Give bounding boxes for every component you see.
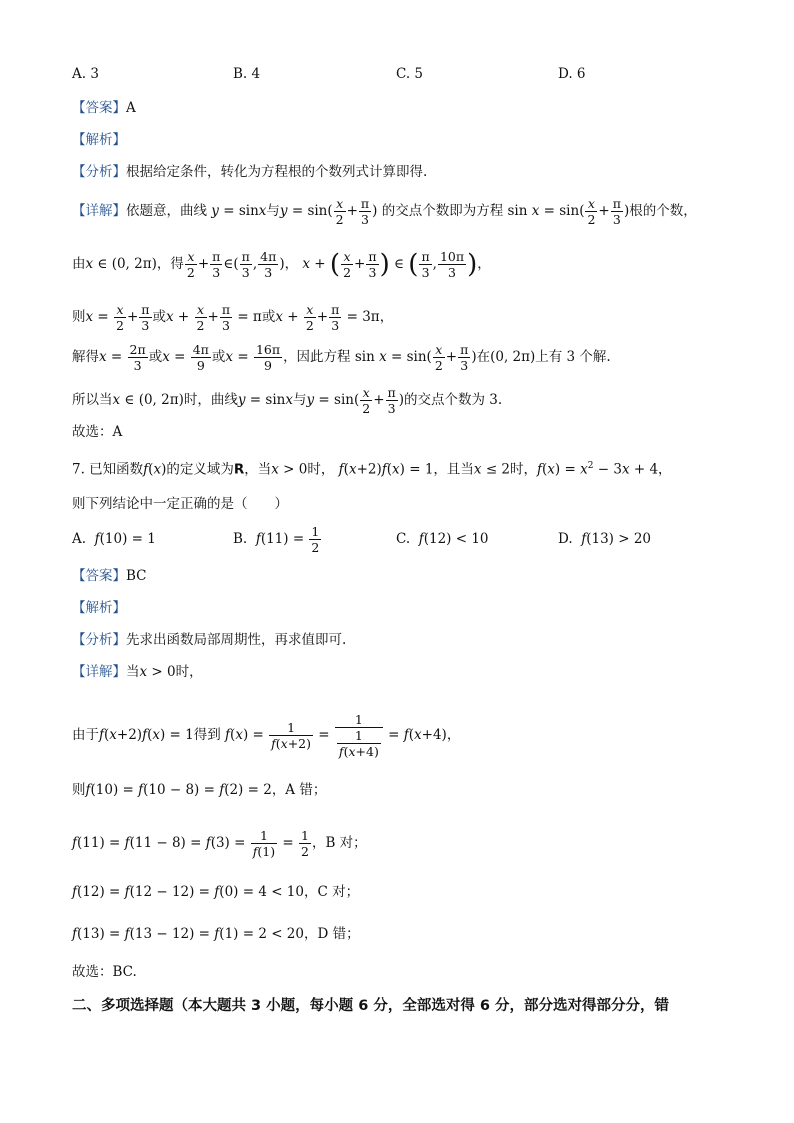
q7-analysis-tag: 【解析】 <box>72 600 126 616</box>
q7-detail-line-1: 由于f(x+2)f(x) = 1得到 f(x) = $\frac{1}{f(x+2)}$ = $\frac{1}{\frac{1}{f(x+4)}}$ = f(x+4)， <box>72 712 461 759</box>
answer-value: A <box>126 100 136 116</box>
q7-stem-2: 则下列结论中一定正确的是（ ） <box>72 496 288 512</box>
q6-detail-line-3: 则x = $\frac{x}{2}$ + $\frac{\pi}{3}$ 或x + $\frac{x}{2}$ + $\frac{\pi}{3}$ = π或x + $\frac{x}{2}$ + $\frac{\pi}{3}$ = 3π， <box>72 302 394 333</box>
q7-answer-line: 【答案】BC <box>72 568 147 584</box>
option-d: D. 6 <box>558 66 586 82</box>
q6-detail-line-4: 解得x = $\frac{2\pi}{3}$ 或x = $\frac{4\pi}{9}$ 或x = $\frac{16\pi}{9}$ ，因此方程 sin x = sin( $\frac{x}{2}$ + $\frac{\pi}{3}$ )在(0, 2π)上有 3 个解. <box>72 342 611 373</box>
q6-detail-line-2: 由x ∈ (0, 2π)，得 $\frac{x}{2}$ + $\frac{\pi}{3}$ ∈( $\frac{\pi}{3}$ , $\frac{4\pi}{3}$ )， x + ( $\frac{x}{2}$ + $\frac{\pi}{3}$ ) ∈ ( $\frac{\pi}{3}$ , $\frac{10\pi}{3}$ )， <box>72 249 491 280</box>
q7-choice: 故选：BC. <box>72 964 137 980</box>
q7-option-d: D. f(13) > 20 <box>558 531 652 547</box>
option-b: B. 4 <box>233 66 261 82</box>
option-c: C. 5 <box>396 66 424 82</box>
q6-choice: 故选：A <box>72 424 123 440</box>
q6-fenxi-line: 【分析】根据给定条件，转化为方程根的个数列式计算即得. <box>72 164 428 180</box>
q7-detail-line-2: 则f(10) = f(10 − 8) = f(2) = 2，A 错； <box>72 782 327 798</box>
q7-option-c: C. f(12) < 10 <box>396 531 489 547</box>
q7-detail-line-5: f(13) = f(13 − 12) = f(1) = 2 < 20，D 错； <box>72 926 360 942</box>
q7-option-b: B. f(11) = $\frac{1}{2}$ <box>233 524 320 555</box>
q7-option-a: A. f(10) = 1 <box>72 531 156 547</box>
option-a: A. 3 <box>72 66 99 82</box>
q6-detail-line-1: 【详解】依题意，曲线 y = sinx与y = sin( $\frac{x}{2}$ + $\frac{\pi}{3}$ ) 的交点个数即为方程 sin x = sin( $\frac{x}{2}$ + $\frac{\pi}{3}$ )根的个数， <box>72 196 697 227</box>
q7-fenxi-line: 【分析】先求出函数局部周期性，再求值即可. <box>72 632 347 648</box>
answer-tag: 【答案】 <box>72 100 126 116</box>
q6-analysis-tag: 【解析】 <box>72 132 126 148</box>
q7-detail-line-4: f(12) = f(12 − 12) = f(0) = 4 < 10，C 对； <box>72 884 360 900</box>
q6-answer-line <box>72 98 136 118</box>
q7-stem: 7. 已知函数f(x)的定义域为R，当x > 0时， f(x+2)f(x) = 1，且当x ≤ 2时，$f(x) = x^2 - 3x + 4$， <box>72 461 672 478</box>
q6-detail-line-5: 所以当x ∈ (0, 2π)时，曲线y = sinx与y = sin( $\frac{x}{2}$ + $\frac{\pi}{3}$ )的交点个数为 3. <box>72 385 503 416</box>
section-heading: 二、多项选择题（本大题共 3 小题，每小题 6 分，全部选对得 6 分，部分选对得部分分，错 <box>72 998 670 1014</box>
q7-detail-line-0: 【详解】当x > 0时， <box>72 664 203 680</box>
q7-detail-line-3: f(11) = f(11 − 8) = f(3) = $\frac{1}{f(1)}$ = $\frac{1}{2}$ ，B 对； <box>72 828 367 859</box>
